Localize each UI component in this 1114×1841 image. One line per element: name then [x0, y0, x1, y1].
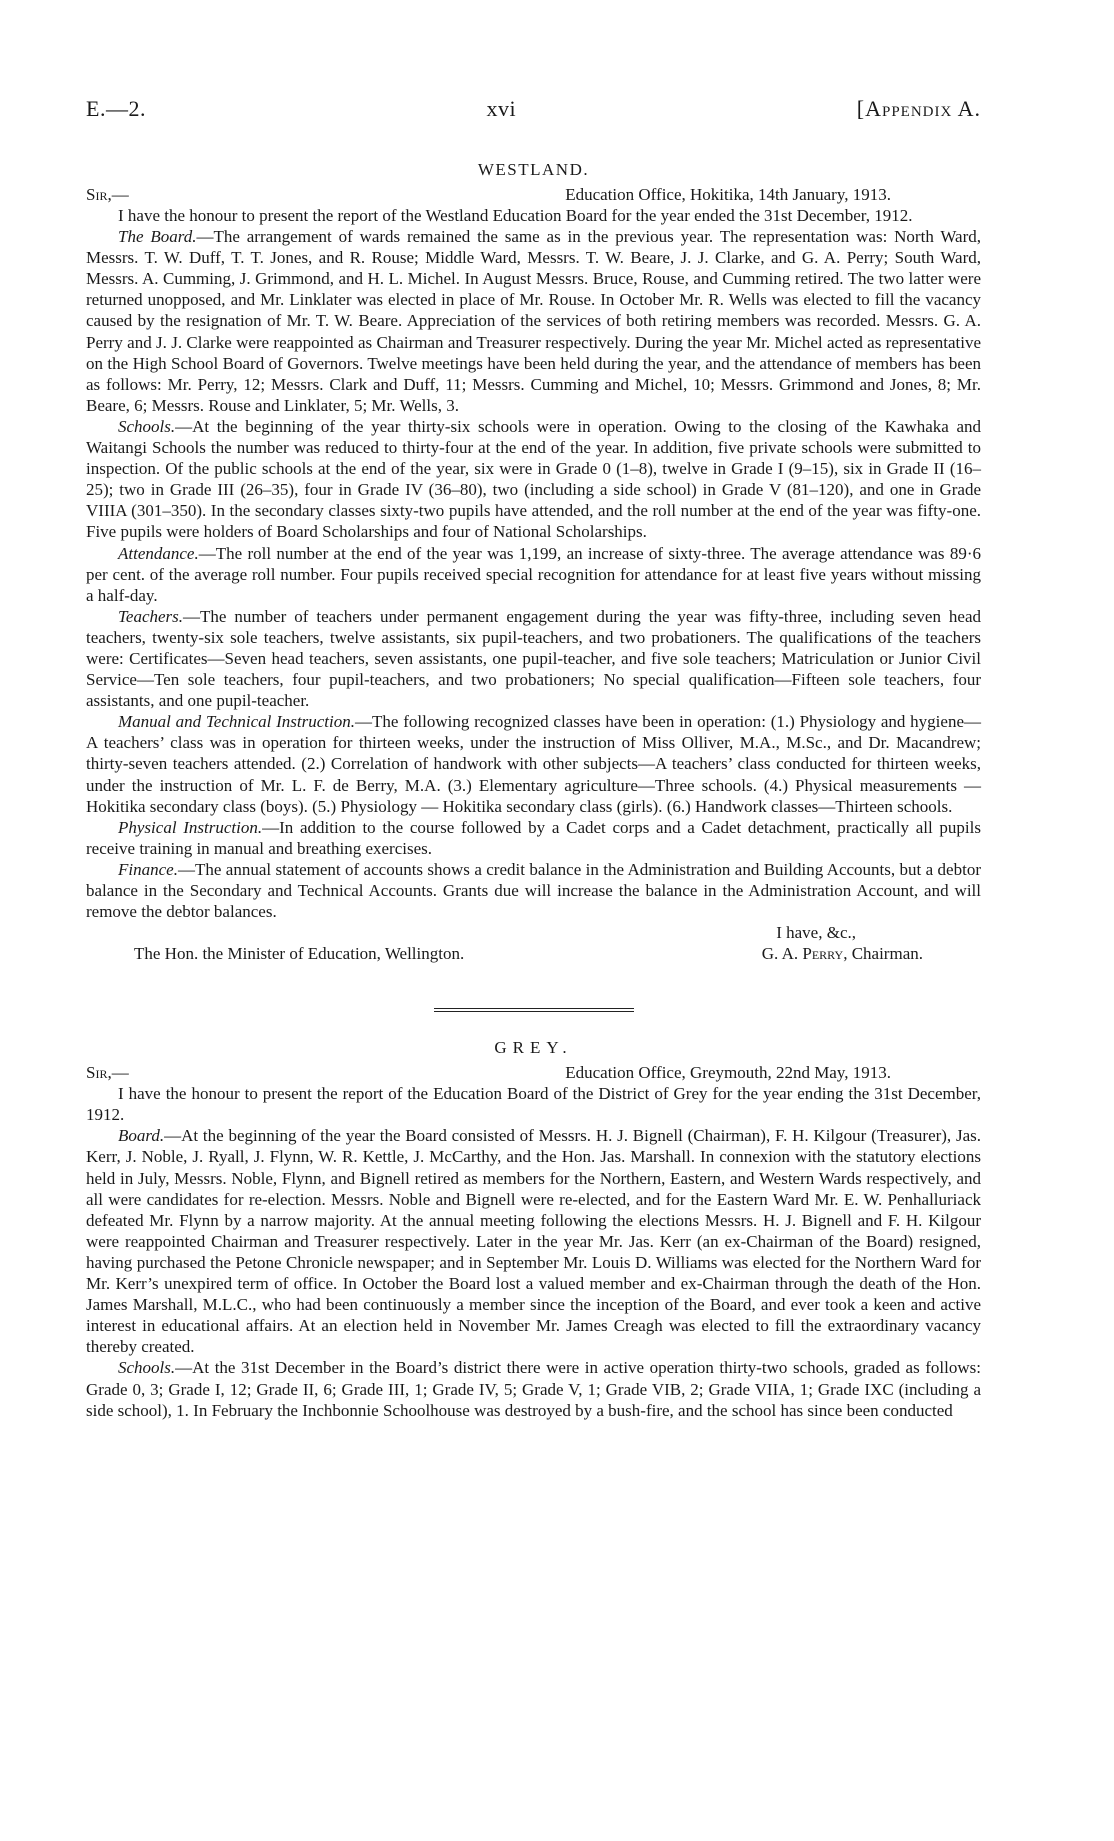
document-page: [86, 96, 981, 1421]
paragraph-text: —At the 31st December in the Board’s district there were in active operation thirty-two schools, graded as follows: Grade 0, 3; Grade I, 12; Grade II, 6; Grade III, 1; Grade IV, 5; Grade V, 1; Grade VIB, 2; Grade VIIA, 1; Grade IXC (including a side school), 1. In February the Inchbonnie Schoolhouse was destroyed by a bush-fire, and the school has since been conducted: [86, 1358, 981, 1420]
westland-closing-row: [86, 922, 981, 943]
westland-title: WESTLAND.: [477, 160, 590, 179]
paragraph-text: —The annual statement of accounts shows a credit balance in the Administration and Building Accounts, but a debtor balance in the Secondary and Technical Accounts. Grants due will increase the balance in the Administration Account, and will remove the debtor balances.: [86, 859, 981, 922]
westland-closing: I have, &c.,: [776, 923, 856, 943]
paragraph-lead: Schools.: [118, 1358, 176, 1378]
grey-salutation: Sir,—: [86, 1063, 129, 1083]
westland-paragraph: [86, 711, 981, 816]
paragraph-text: —The roll number at the end of the year was 1,199, an increase of sixty-three. The average attendance was 89·6 per cent. of the average roll number. Four pupils received special recognition for attendance for at least five years without missing a half-day.: [86, 543, 981, 605]
header-left: E.—2.: [86, 96, 146, 121]
grey-office-line: Education Office, Greymouth, 22nd May, 1913.: [565, 1063, 891, 1083]
grey-title: GREY.: [494, 1038, 573, 1058]
grey-salutation-row: [86, 1062, 981, 1083]
paragraph-lead: Manual and Technical Instruction.: [118, 712, 356, 732]
paragraph-text: —The arrangement of wards remained the same as in the previous year. The representation was: North Ward, Messrs. T. W. Duff, T. T. Jones, and R. Rouse; Middle Ward, Messrs. T. W. Beare, J. J. Clarke, and G. A. Perry; South Ward, Messrs. A. Cumming, J. Grimmond, and H. L. Michel. In August Messrs. Bruce, Rouse, and Cumming retired. The two latter were returned unopposed, and Mr. Linklater was elected in place of Mr. Rouse. In October Mr. R. Wells was elected to fill the vacancy caused by the resignation of Mr. T. W. Beare. Appreciation of the services of both retiring members was recorded. Messrs. G. A. Perry and J. J. Clarke were reappointed as Chairman and Treasurer respectively. During the year Mr. Michel acted as representative on the High School Board of Governors. Twelve meetings have been held during the year, and the attendance of members has been as follows: Mr. Perry, 12; Messrs. Clark and Duff, 11; Messrs. Cumming and Michel, 10; Messrs. Grimmond and Jones, 8; Mr. Beare, 6; Messrs. Rouse and Linklater, 5; Mr. Wells, 3.: [86, 227, 981, 415]
paragraph-lead: Physical Instruction.: [118, 817, 263, 837]
paragraph-lead: Attendance.: [118, 543, 199, 563]
signature-name: G. A. Perry: [761, 944, 844, 964]
westland-paragraph: [86, 606, 981, 711]
section-divider: [434, 1008, 634, 1012]
paragraph-text: —At the beginning of the year the Board consisted of Messrs. H. J. Bignell (Chairman), F. H. Kilgour (Treasurer), Jas. Kerr, J. Noble, J. Ryall, J. Flynn, W. R. Kettle, J. McCarthy, and the Hon. Jas. Marshall. In connexion with the statutory elections held in July, Messrs. Noble, Flynn, and Bignell retired as members for the Northern, Eastern, and Western Wards respectively, and all were candidates for re-election. Messrs. Noble and Bignell were re-elected, and for the Eastern Ward Mr. E. W. Penhalluriack defeated Mr. Flynn by a narrow majority. At the annual meeting following the elections Messrs. H. J. Bignell and F. H. Kilgour were reappointed Chairman and Treasurer respectively. Later in the year Mr. Jas. Kerr (an ex-Chairman of the Board) resigned, having purchased the Petone Chronicle newspaper; and in September Mr. Louis D. Williams was elected for the Northern Ward for Mr. Kerr’s unexpired term of office. In October the Board lost a valued member and ex-Chairman through the death of the Hon. James Marshall, M.L.C., who had been continuously a member since the inception of the Board, and ever took a keen and active interest in educational affairs. At an election held in November Mr. James Creagh was elected to fill the extraordinary vacancy thereby created.: [86, 1126, 981, 1357]
westland-addressee: The Hon. the Minister of Education, Wellington.: [134, 944, 465, 964]
westland-paragraph: [86, 416, 981, 543]
signature-title: , Chairman.: [843, 944, 923, 964]
paragraph-lead: Teachers.: [118, 606, 184, 626]
page-header: [86, 96, 981, 136]
westland-paragraph: [86, 226, 981, 416]
grey-paragraph: [86, 1357, 981, 1420]
westland-addressee-row: [86, 943, 981, 964]
header-page-number: xvi: [486, 96, 517, 121]
header-right: [Appendix A.: [856, 96, 981, 121]
paragraph-lead: Finance.: [118, 859, 178, 879]
paragraph-lead: The Board.: [118, 227, 197, 247]
westland-office-line: Education Office, Hokitika, 14th January, 1913.: [565, 185, 891, 204]
paragraph-text: —The number of teachers under permanent engagement during the year was fifty-three, including seven head teachers, twenty-six sole teachers, twelve assistants, six pupil-teachers, and two probationers. The qualifications of the teachers were: Certificates—Seven head teachers, seven assistants, one pupil-teacher, and five sole teachers; Matriculation or Junior Civil Service—Ten sole teachers, four pupil-teachers, and two probationers; No special qualification—Fifteen sole teachers, four assistants, and one pupil-teacher.: [86, 606, 981, 711]
westland-paragraph: [86, 817, 981, 859]
paragraph-text: —The following recognized classes have been in operation: (1.) Physiology and hygiene—A teachers’ class was in operation for thirteen weeks, under the instruction of Miss Olliver, M.A., M.Sc., and Dr. Macandrew; thirty-seven teachers attended. (2.) Correlation of handwork with other subjects—A teachers’ class conducted for thirteen weeks, under the instruction of Mr. L. F. de Berry, M.A. (3.) Elementary agriculture—Three schools. (4.) Physical measurements — Hokitika secondary class (boys). (5.) Physiology — Hokitika secondary class (girls). (6.) Handwork classes—Thirteen schools.: [86, 712, 981, 816]
paragraph-lead: Schools.: [118, 416, 176, 436]
westland-intro: I have the honour to present the report of the Westland Education Board for the year ended the 31st December, 1912.: [118, 206, 913, 225]
paragraph-lead: Board.: [118, 1126, 165, 1146]
paragraph-text: —In addition to the course followed by a Cadet corps and a Cadet detachment, practically all pupils receive training in manual and breathing exercises.: [86, 817, 981, 858]
westland-salutation-row: [86, 184, 981, 205]
westland-paragraph: [86, 543, 981, 606]
paragraph-text: —At the beginning of the year thirty-six schools were in operation. Owing to the closing of the Kawhaka and Waitangi Schools the number was reduced to thirty-four at the end of the year. In addition, five private schools were submitted to inspection. Of the public schools at the end of the year, six were in Grade 0 (1–8), twelve in Grade I (9–15), six in Grade II (16–25); two in Grade III (26–35), four in Grade IV (36–80), two (including a side school) in Grade V (81–120), and one in Grade VIIIA (301–350). In the secondary classes sixty-two pupils have attended, and the roll number at the end of the year was fifty-one. Five pupils were holders of Board Scholarships and four of National Scholarships.: [86, 416, 981, 542]
grey-paragraph: [86, 1125, 981, 1357]
westland-salutation: Sir,—: [86, 185, 129, 204]
grey-intro: I have the honour to present the report of the Education Board of the District of Grey for the year ending the 31st December, 1912.: [86, 1084, 981, 1125]
westland-paragraph: [86, 859, 981, 922]
westland-signature: [762, 943, 981, 964]
